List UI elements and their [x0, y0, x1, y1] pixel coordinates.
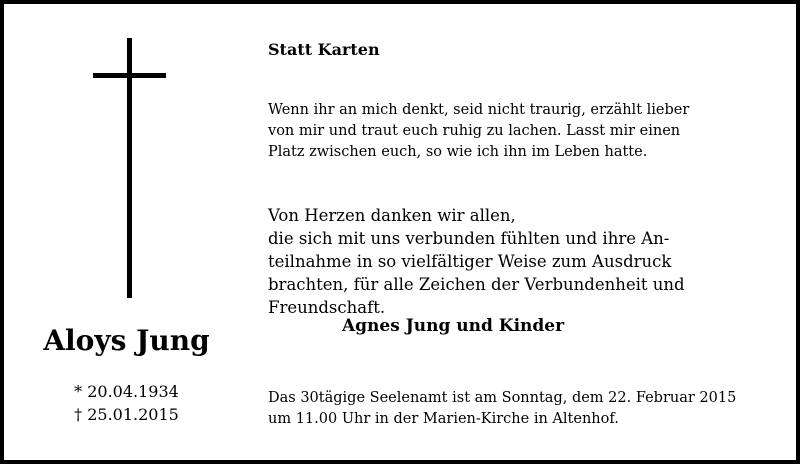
death-date: † 25.01.2015 [74, 405, 179, 424]
thanks-line: teilnahme in so vielfältiger Weise zum Ausdruck [268, 252, 672, 271]
thanks-text [268, 204, 685, 319]
birth-date: * 20.04.1934 [74, 382, 179, 401]
mass-notice [268, 388, 736, 430]
thanks-line: brachten, für alle Zeichen der Verbundenheit und [268, 275, 685, 294]
heading: Statt Karten [268, 40, 380, 59]
notice-line: Das 30tägige Seelenamt ist am Sonntag, dem 22. Februar 2015 [268, 390, 737, 406]
thanks-line: Von Herzen danken wir allen, [268, 206, 516, 225]
thanks-line: die sich mit uns verbunden fühlten und ihre An- [268, 229, 670, 248]
cross-horizontal-bar [93, 73, 166, 78]
notice-line: um 11.00 Uhr in der Marien-Kirche in Altenhof. [268, 411, 619, 427]
deceased-name: Aloys Jung [43, 324, 210, 357]
thanks-line: Freundschaft. [268, 298, 386, 317]
poem [268, 100, 689, 163]
poem-line: Platz zwischen euch, so wie ich ihn im Leben hatte. [268, 144, 648, 160]
poem-line: Wenn ihr an mich denkt, seid nicht traurig, erzählt lieber [268, 102, 690, 118]
life-dates [4, 380, 249, 426]
signature: Agnes Jung und Kinder [341, 316, 565, 336]
poem-line: von mir und traut euch ruhig zu lachen. Lasst mir einen [268, 123, 681, 139]
